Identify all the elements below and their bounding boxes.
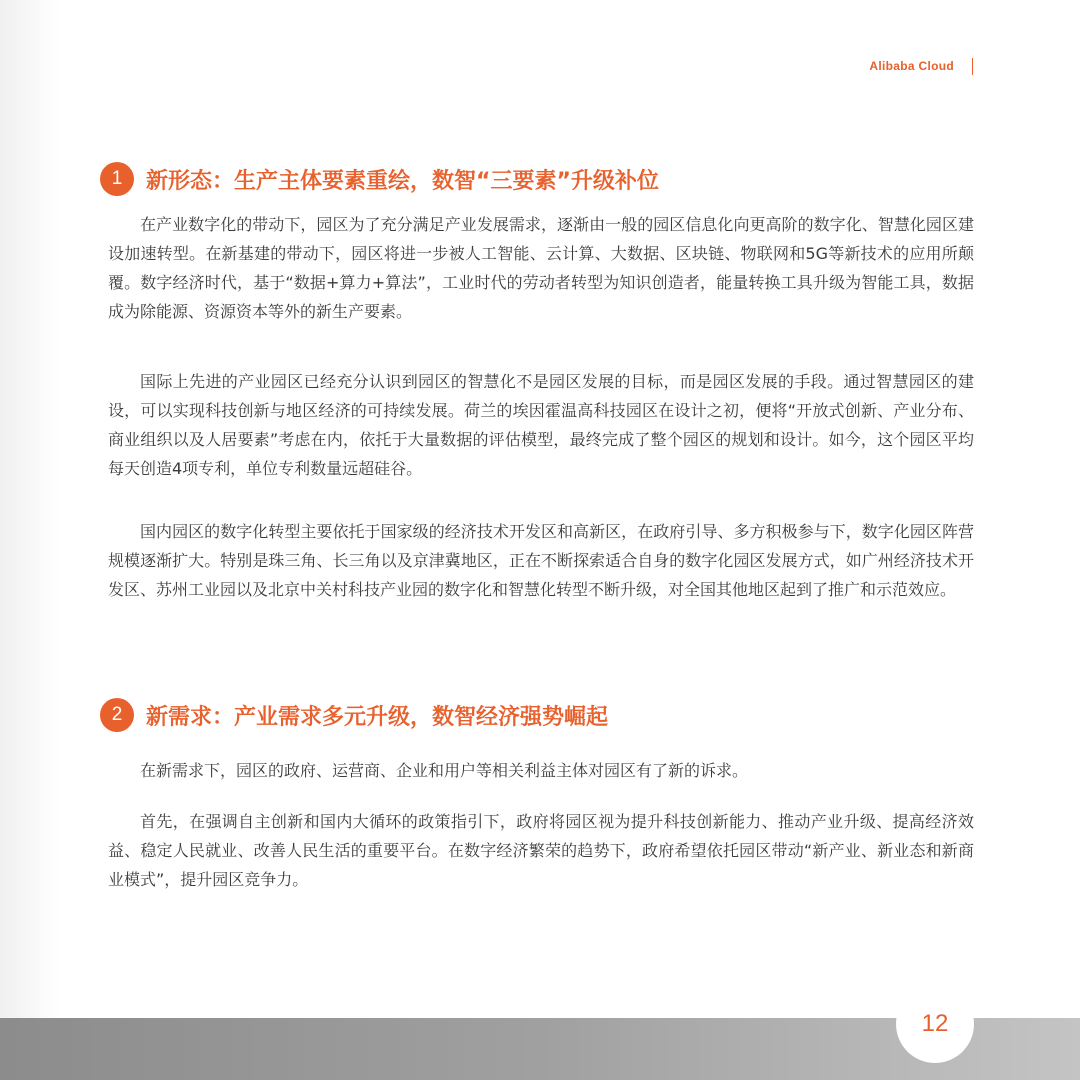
section-heading-1 [100,162,659,196]
section-2-paragraph-1: 在新需求下，园区的政府、运营商、企业和用户等相关利益主体对园区有了新的诉求。 [140,761,749,780]
section-2-paragraph-2: 首先，在强调自主创新和国内大循环的政策指引下，政府将园区视为提升科技创新能力、推动产业升级、提高经济效益、稳定人民就业、改善人民生活的重要平台。在数字经济繁荣的趋势下，政府希望依托园区带动“新产业、新业态和新商业模式”，提升园区竞争力。 [108,812,974,889]
section-title: 新形态：生产主体要素重绘，数智“三要素”升级补位 [146,168,659,194]
left-edge-shadow [0,0,60,1080]
section-1-paragraph-1: 在产业数字化的带动下，园区为了充分满足产业发展需求，逐渐由一般的园区信息化向更高阶的数字化、智慧化园区建设加速转型。在新基建的带动下，园区将进一步被人工智能、云计算、大数据、区块链、物联网和5G等新技术的应用所颠覆。数字经济时代，基于“数据+算力+算法”，工业时代的劳动者转型为知识创造者，能量转换工具升级为智能工具，数据成为除能源、资源资本等外的新生产要素。 [108,215,974,321]
page-number: 12 [896,985,974,1063]
section-number-badge: 2 [100,698,134,732]
brand-divider [972,58,973,75]
brand-label: Alibaba Cloud [869,59,954,73]
section-title: 新需求：产业需求多元升级，数智经济强势崛起 [146,704,609,730]
section-heading-2 [100,698,608,732]
section-1-paragraph-2: 国际上先进的产业园区已经充分认识到园区的智慧化不是园区发展的目标，而是园区发展的手段。通过智慧园区的建设，可以实现科技创新与地区经济的可持续发展。荷兰的埃因霍温高科技园区在设计之初，便将“开放式创新、产业分布、商业组织以及人居要素”考虑在内，依托于大量数据的评估模型，最终完成了整个园区的规划和设计。如今，这个园区平均每天创造4项专利，单位专利数量远超硅谷。 [108,372,974,478]
section-number-badge: 1 [100,162,134,196]
section-1-paragraph-3: 国内园区的数字化转型主要依托于国家级的经济技术开发区和高新区，在政府引导、多方积极参与下，数字化园区阵营规模逐渐扩大。特别是珠三角、长三角以及京津冀地区，正在不断探索适合自身的数字化园区发展方式，如广州经济技术开发区、苏州工业园以及北京中关村科技产业园的数字化和智慧化转型不断升级，对全国其他地区起到了推广和示范效应。 [108,522,974,599]
